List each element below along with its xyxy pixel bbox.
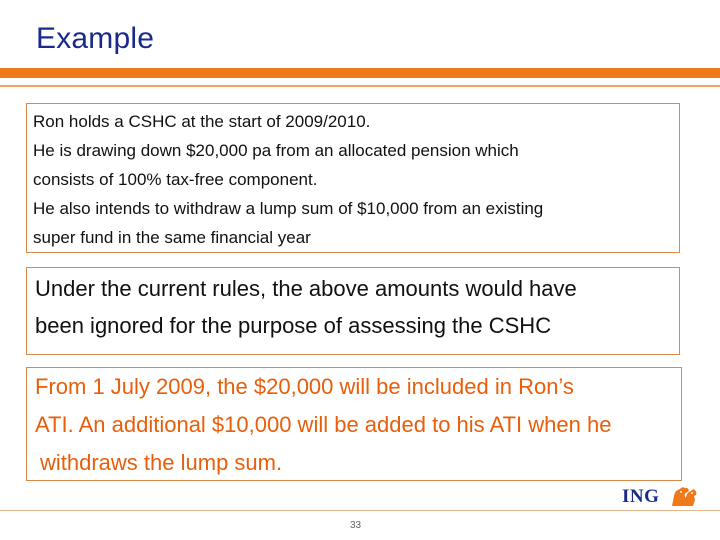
current-rules-line: been ignored for the purpose of assessing the CSHC xyxy=(35,313,552,338)
scenario-line: super fund in the same financial year xyxy=(33,228,311,247)
current-rules-line: Under the current rules, the above amounts would have xyxy=(35,276,577,301)
new-rules-line: From 1 July 2009, the $20,000 will be included in Ron’s xyxy=(35,374,574,399)
footer-divider xyxy=(0,510,720,511)
new-rules-line: ATI. An additional $10,000 will be added to his ATI when he xyxy=(35,412,612,437)
scenario-line: He is drawing down $20,000 pa from an allocated pension which xyxy=(33,141,519,160)
new-rules-box xyxy=(26,367,682,481)
scenario-line: Ron holds a CSHC at the start of 2009/2010. xyxy=(33,112,371,131)
current-rules-box xyxy=(26,267,680,355)
ing-logo xyxy=(622,484,700,510)
header-divider-thin xyxy=(0,85,720,87)
scenario-box xyxy=(26,103,680,253)
header-divider xyxy=(0,68,720,78)
scenario-line: consists of 100% tax-free component. xyxy=(33,170,318,189)
scenario-line: He also intends to withdraw a lump sum of $10,000 from an existing xyxy=(33,199,544,218)
lion-icon xyxy=(670,484,698,508)
page-number: 33 xyxy=(350,520,362,531)
slide-title: Example xyxy=(36,22,155,55)
logo-text: ING xyxy=(622,486,660,507)
new-rules-line: withdraws the lump sum. xyxy=(40,450,283,475)
